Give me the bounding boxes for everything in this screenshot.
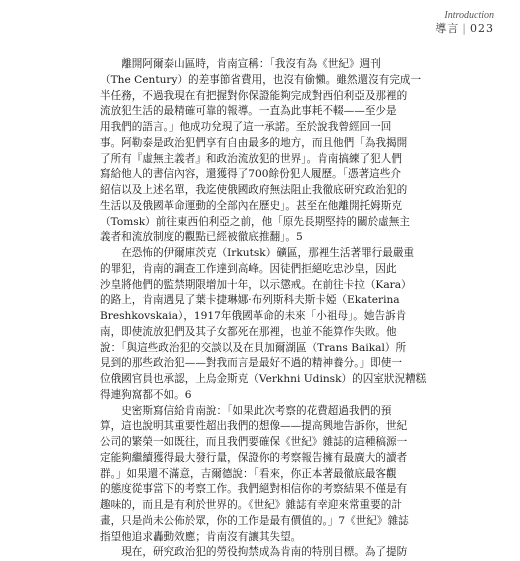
header-chinese-line [435,22,494,36]
header-separator: | [462,22,467,35]
text-line: 趣味的，而且是有利於世界的。《世紀》雜誌有幸迎來常重要的計 [100,499,402,511]
text-line: 算，這也說明其重要性超出我們的想像——提高興地告訴你，世紀 [100,420,408,433]
header-english-title: Introduction [444,10,494,21]
text-line: 事。阿勒泰是政治犯們享有自由最多的地方，而且他們「為我揭開 [100,136,408,149]
text-line: （Tomsk）前往東西伯利亞之前，他「原先長期堅持的關於虛無主 [100,215,410,228]
text-line: 南，即使流放犯們及其子女都死在那裡，也並不能算作失敗。他 [100,325,397,338]
text-line: 生活以及俄國革命運動的全部內在歷史」。甚至在他離開托姆斯克 [100,199,402,212]
text-line: 群。」如果還不滿意，吉爾德說：「看來，你正本著最徹底最客觀 [100,467,397,480]
text-line: 定能夠繼續獲得最大發行量，保證你的考察報告擁有最廣大的讀者 [100,451,408,464]
text-line: 得連狗窩都不如。6 [100,388,192,401]
text-line: 半任務，不過我現在有把握對你保證能夠完成對西伯利亞及那裡的 [100,89,408,102]
text-line: 的路上，肯南遇見了葉卡捷琳娜·布列斯科夫斯卡婭（Ekaterina [100,294,400,307]
text-line: 義者和流放制度的觀點已經被徹底推翻」。5 [100,231,303,244]
text-line: 離開阿爾泰山區時，肯南宣稱：「我沒有為《世紀》週刊 [121,58,381,70]
text-line: Breshkovskaia），1917年俄國革命的未來「小祖母」。她告訴肯 [100,310,407,322]
text-line: 紹信以及上述名單，我迄使俄國政府無法阻止我徹底研究政治犯的 [100,184,408,196]
text-line: 流放犯生活的最精確可靠的報導。一直為此事耗不輟——至少是 [100,105,397,118]
text-line: 的罪犯，肯南的調查工作達到高峰。因徒們拒絕吃忠沙皇，因此 [100,262,397,275]
running-header [435,10,494,36]
text-line: 寫給他人的書信內容，還獲得了700餘份犯人履歷。「憑著這些介 [100,168,401,181]
text-line: 了所有『虛無主義者』和政治流放犯的世界」。肯南搞練了犯人們 [100,152,402,165]
text-line: 用我們的語言。」他成功兌現了這一承諾。至於說我曾經回一回 [100,121,392,133]
text-line: 在恐怖的伊爾庫茨克（Irkutsk）礦區，那裡生活著罪行最嚴重 [121,247,415,259]
text-line: 指望他追求轟動效應；肯南沒有讓其失望。 [100,530,302,543]
text-line: 見到的那些政治犯——對我而言是最好不過的精神養分。」即使一 [100,357,402,370]
text-line: 位俄國官員也承認，上烏金斯克（Verkhni Udinsk）的囚室狀況糟糕 [100,373,427,385]
text-line: 畫，只是尚未公佈於眾，你的工作是最有價值的。」7《世紀》雜誌 [100,514,409,527]
text-line: 的態度從事當下的考察工作。我們絕對相信你的考察結果不僅是有 [100,483,408,496]
text-line: 公司的繁榮一如既往，而且我們要確保《世紀》雜誌的這種稿源一 [100,436,408,448]
text-line: 現在，研究政治犯的勞役拘禁成為肯南的特別目標。為了提防 [121,546,408,559]
header-chinese-title: 導言 [435,22,460,35]
text-line: 沙皇將他們的監禁期限增加十年，以示懲戒。在前往卡拉（Kara） [100,278,412,291]
text-line: 史密斯寫信給肯南說：「如果此次考察的花費超過我們的預 [121,404,392,417]
page-number: 023 [470,22,494,35]
text-line: 說：「與這些政治犯的交談以及在貝加爾湖區（Trans Baikal）所 [100,341,407,354]
text-line: （The Century）的差事節省費用，也沒有偷懶。雖然還沒有完成一 [100,73,422,86]
body-text [100,57,480,561]
